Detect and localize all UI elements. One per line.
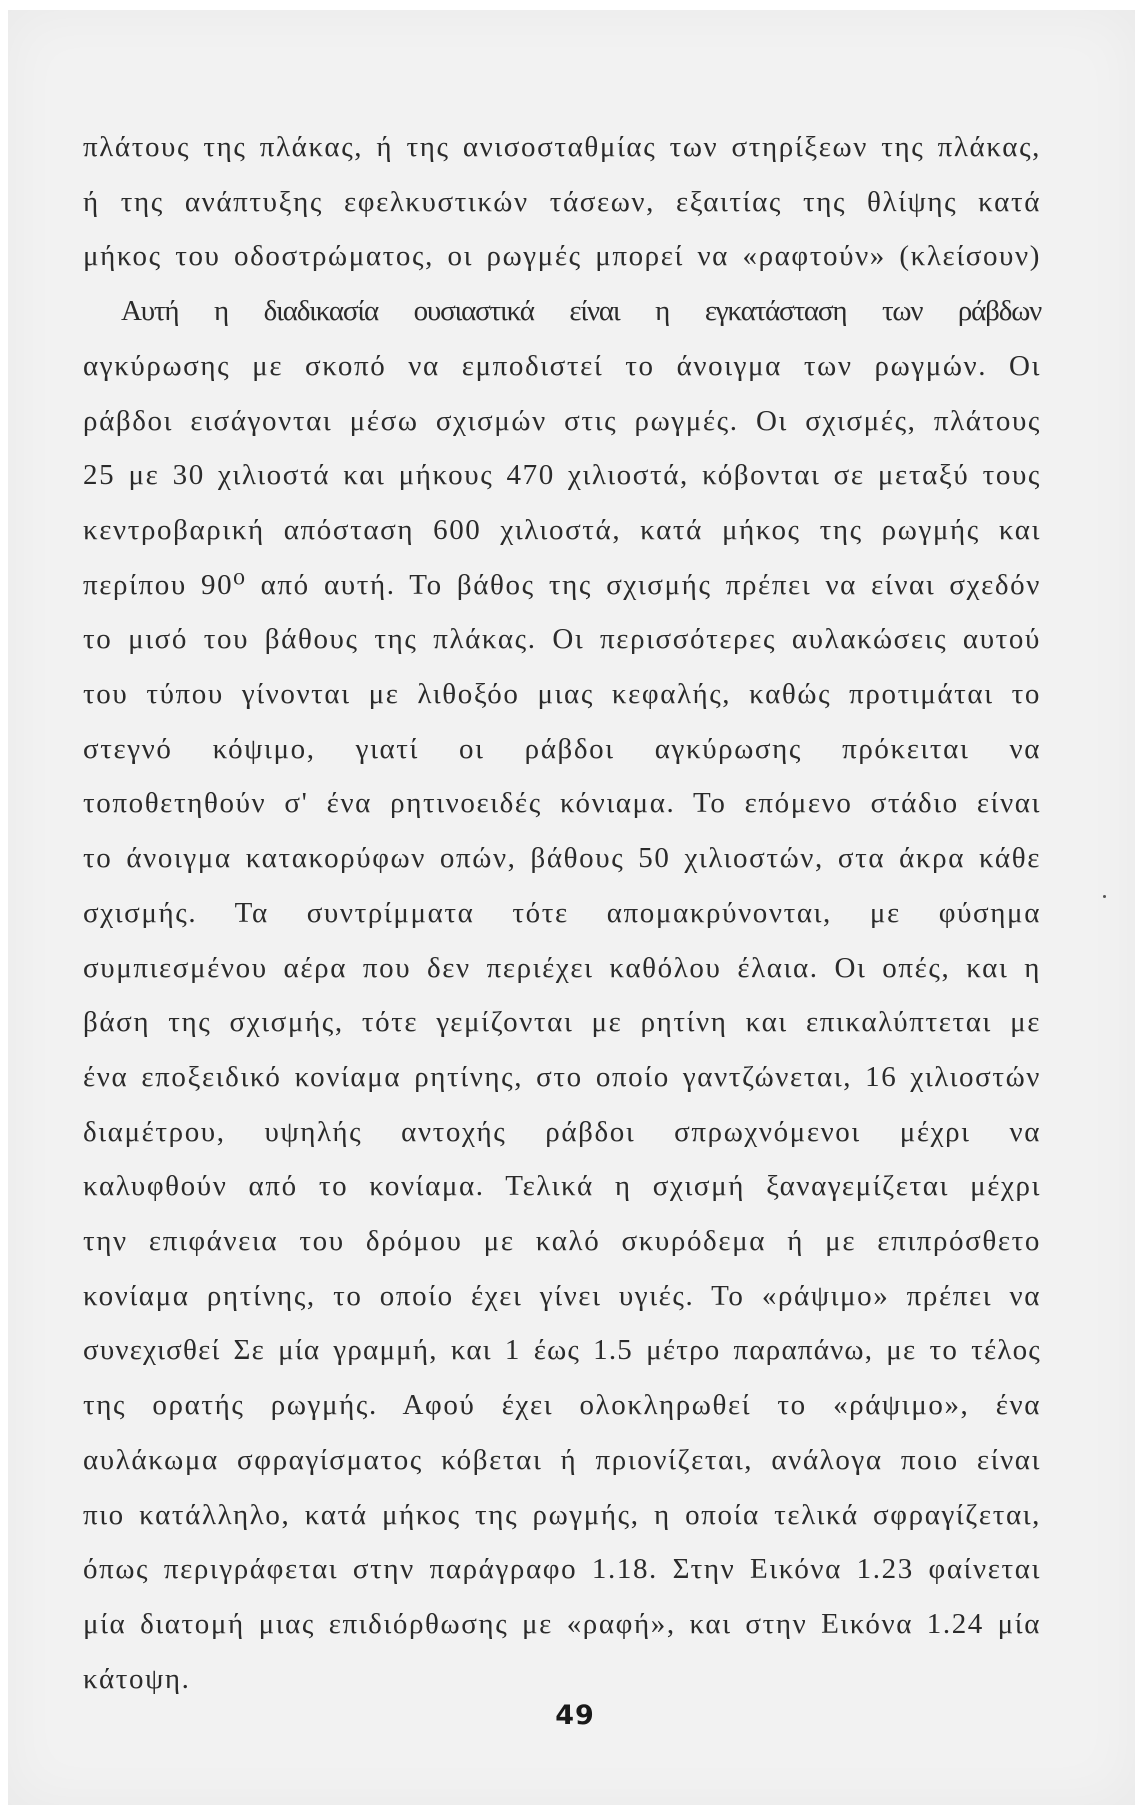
text-line: συνεχισθεί Σε μία γραμμή, και 1 έως 1.5 μέτρο παραπάνω, με το τέλος — [83, 1334, 1041, 1367]
text-line: πλάτους της πλάκας, ή της ανισοσταθμίας των στηρίξεων της πλάκας, — [83, 131, 1041, 163]
text-line: στεγνό κόψιμο, γιατί οι ράβδοι αγκύρωσης πρόκειται να — [83, 732, 1041, 765]
page-number: 49 — [555, 1700, 595, 1731]
text-line: διαμέτρου, υψηλής αντοχής ράβδοι σπρωχνόμενοι μέχρι να — [83, 1115, 1041, 1148]
text-line: καλυφθούν από το κονίαμα. Τελικά η σχισμή ξαναγεμίζεται μέχρι — [83, 1170, 1041, 1203]
text-line: το μισό του βάθους της πλάκας. Οι περισσότερες αυλακώσεις αυτού — [83, 623, 1041, 656]
text-line: αυλάκωμα σφραγίσματος κόβεται ή πριονίζεται, ανάλογα ποιο είναι — [83, 1443, 1041, 1476]
text-line: ένα εποξειδικό κονίαμα ρητίνης, στο οποίο γαντζώνεται, 16 χιλιοστών — [83, 1060, 1041, 1093]
text-line: κεντροβαρική απόσταση 600 χιλιοστά, κατά μήκος της ρωγμής και — [83, 513, 1041, 546]
text-line: περίπου 90⁰ από αυτή. Το βάθος της σχισμής πρέπει να είναι σχεδόν — [83, 568, 1041, 601]
text-line: 25 με 30 χιλιοστά και μήκους 470 χιλιοστά, κόβονται σε μεταξύ τους — [83, 459, 1041, 492]
text-line: σχισμής. Τα συντρίμματα τότε απομακρύνονται, με φύσημα — [83, 896, 1041, 929]
text-line: κάτοψη. — [83, 1662, 191, 1695]
body-paragraph — [83, 120, 1041, 1706]
scan-speck — [1103, 895, 1106, 898]
text-line: ράβδοι εισάγονται μέσω σχισμών στις ρωγμές. Οι σχισμές, πλάτους — [83, 404, 1041, 437]
text-line: της ορατής ρωγμής. Αφού έχει ολοκληρωθεί το «ράψιμο», ένα — [83, 1389, 1041, 1422]
text-line: όπως περιγράφεται στην παράγραφο 1.18. Στην Εικόνα 1.23 φαίνεται — [83, 1553, 1041, 1586]
text-line: του τύπου γίνονται με λιθοξόο μιας κεφαλής, καθώς προτιμάται το — [83, 678, 1041, 711]
text-line: τοποθετηθούν σ' ένα ρητινοειδές κόνιαμα. Το επόμενο στάδιο είναι — [83, 787, 1041, 820]
text-line: βάση της σχισμής, τότε γεμίζονται με ρητίνη και επικαλύπτεται με — [83, 1006, 1041, 1039]
text-line: μήκος του οδοστρώματος, οι ρωγμές μπορεί να «ραφτούν» (κλείσουν) — [83, 240, 1041, 273]
text-line: το άνοιγμα κατακορύφων οπών, βάθους 50 χιλιοστών, στα άκρα κάθε — [83, 842, 1041, 875]
text-line: την επιφάνεια του δρόμου με καλό σκυρόδεμα ή με επιπρόσθετο — [83, 1225, 1041, 1258]
text-line: Αυτή η διαδικασία ουσιαστικά είναι η εγκατάσταση των ράβδων — [121, 295, 1041, 328]
text-line: μία διατομή μιας επιδιόρθωσης με «ραφή», και στην Εικόνα 1.24 μία — [83, 1607, 1041, 1640]
text-line: κονίαμα ρητίνης, το οποίο έχει γίνει υγιές. Το «ράψιμο» πρέπει να — [83, 1279, 1041, 1312]
text-line: συμπιεσμένου αέρα που δεν περιέχει καθόλου έλαια. Οι οπές, και η — [83, 951, 1041, 984]
text-line: ή της ανάπτυξης εφελκυστικών τάσεων, εξαιτίας της θλίψης κατά — [83, 185, 1041, 218]
text-line: πιο κατάλληλο, κατά μήκος της ρωγμής, η οποία τελικά σφραγίζεται, — [83, 1498, 1041, 1531]
text-line: αγκύρωσης με σκοπό να εμποδιστεί το άνοιγμα των ρωγμών. Οι — [83, 349, 1041, 382]
